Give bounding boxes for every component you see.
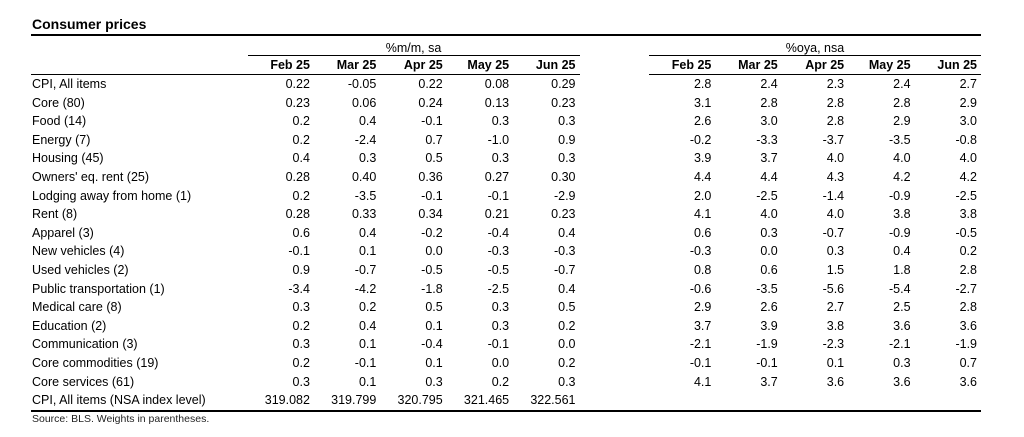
row-label: Food (14): [32, 114, 87, 129]
oya-value-cell: 3.8: [959, 207, 977, 222]
table-row: [31, 242, 981, 261]
mm-value-cell: 0.2: [292, 355, 310, 370]
mm-value-cell: 0.13: [484, 95, 510, 110]
mm-value-cell: 0.3: [491, 114, 510, 129]
oya-value-cell: [915, 391, 981, 411]
mm-value-cell: 0.4: [358, 225, 377, 240]
row-label: Medical care (8): [32, 300, 122, 315]
row-label: Public transportation (1): [32, 281, 165, 296]
mm-value-cell: 321.465: [447, 391, 513, 411]
oya-value-cell: 0.8: [693, 262, 712, 277]
mm-value-cell: 0.9: [292, 262, 310, 277]
oya-value-cell: -0.1: [689, 355, 712, 370]
oya-value-cell: -0.6: [689, 281, 712, 296]
oya-value-cell: 3.7: [693, 318, 712, 333]
source-note: Source: BLS. Weights in parentheses.: [32, 412, 210, 425]
mm-value-cell: 0.3: [425, 374, 443, 389]
row-label: Lodging away from home (1): [32, 188, 192, 203]
column-gap: [580, 94, 649, 113]
oya-value-cell: [848, 391, 914, 411]
mm-value-cell: 0.40: [351, 169, 377, 184]
row-label: New vehicles (4): [32, 244, 125, 259]
table-row: [31, 112, 981, 131]
column-gap: [580, 261, 649, 280]
mm-value-cell: 0.0: [491, 355, 510, 370]
column-gap: [580, 335, 649, 354]
mm-value-cell: 0.3: [491, 318, 510, 333]
oya-value-cell: 0.0: [760, 244, 778, 259]
table-row: [31, 94, 981, 113]
mm-value-cell: -0.1: [421, 114, 443, 129]
oya-value-cell: -3.5: [756, 281, 778, 296]
oya-value-cell: 2.8: [693, 77, 712, 91]
mm-value-cell: -0.2: [421, 225, 443, 240]
month-header-oya: Mar 25: [715, 56, 781, 75]
oya-value-cell: 2.4: [760, 77, 778, 91]
oya-value-cell: 4.0: [959, 151, 977, 166]
column-gap: [580, 168, 649, 187]
table-row: [31, 187, 981, 206]
row-label: Rent (8): [32, 207, 78, 222]
mm-value-cell: 0.1: [358, 374, 377, 389]
column-gap: [580, 149, 649, 168]
mm-value-cell: 0.4: [358, 114, 377, 129]
month-header-row: [31, 56, 981, 75]
oya-value-cell: 0.3: [893, 355, 911, 370]
table-row: [31, 149, 981, 168]
table-row: [31, 335, 981, 354]
mm-value-cell: -0.5: [421, 262, 443, 277]
consumer-prices-table-figure: [31, 14, 981, 426]
mm-value-cell: 0.5: [425, 151, 443, 166]
mm-value-cell: -0.7: [553, 262, 576, 277]
oya-value-cell: 4.0: [826, 207, 845, 222]
table-body: [31, 75, 981, 411]
mm-value-cell: 0.1: [358, 337, 377, 352]
mm-value-cell: 0.5: [425, 300, 443, 315]
oya-value-cell: -0.9: [888, 225, 911, 240]
mm-value-cell: -0.1: [421, 188, 443, 203]
mm-value-cell: 0.3: [558, 151, 576, 166]
oya-value-cell: 3.6: [959, 374, 977, 389]
mm-value-cell: 0.22: [285, 77, 310, 91]
mm-value-cell: 0.08: [484, 77, 510, 91]
table-row: [31, 298, 981, 317]
oya-value-cell: 3.6: [959, 318, 977, 333]
column-gap: [580, 242, 649, 261]
oya-value-cell: 2.8: [959, 262, 977, 277]
oya-value-cell: 2.9: [693, 300, 712, 315]
month-header-blank: [31, 56, 248, 75]
oya-value-cell: 4.2: [959, 169, 977, 184]
oya-value-cell: 3.0: [959, 114, 977, 129]
month-header-oya: Jun 25: [915, 56, 981, 75]
mm-value-cell: 0.3: [491, 151, 510, 166]
oya-value-cell: [715, 391, 781, 411]
mm-value-cell: -0.4: [421, 337, 443, 352]
oya-value-cell: 4.0: [893, 151, 911, 166]
column-gap: [580, 354, 649, 373]
mm-value-cell: 0.5: [558, 300, 576, 315]
table-row: [31, 205, 981, 224]
table-row: [31, 280, 981, 299]
mm-value-cell: 0.0: [425, 244, 443, 259]
row-label: Core (80): [32, 95, 85, 110]
column-gap: [580, 317, 649, 336]
mm-value-cell: 0.2: [292, 318, 310, 333]
mm-value-cell: 0.36: [418, 169, 443, 184]
mm-value-cell: 0.28: [285, 169, 310, 184]
mm-value-cell: -0.4: [487, 225, 510, 240]
oya-value-cell: 2.8: [826, 114, 845, 129]
row-label: Core commodities (19): [32, 355, 159, 370]
table-row: [31, 168, 981, 187]
oya-value-cell: 4.1: [693, 374, 712, 389]
column-gap: [580, 131, 649, 150]
mm-value-cell: -0.5: [487, 262, 510, 277]
month-header-oya: May 25: [848, 56, 914, 75]
mm-value-cell: -1.8: [421, 281, 443, 296]
table-row: [31, 391, 981, 411]
oya-value-cell: 2.8: [826, 95, 845, 110]
mm-value-cell: 0.1: [425, 355, 443, 370]
mm-value-cell: 0.4: [558, 225, 576, 240]
oya-value-cell: 2.6: [760, 300, 778, 315]
mm-value-cell: 0.4: [292, 151, 310, 166]
oya-value-cell: -0.7: [822, 225, 845, 240]
mm-value-cell: 0.7: [425, 132, 443, 147]
oya-value-cell: 2.8: [760, 95, 778, 110]
row-label: Communication (3): [32, 337, 138, 352]
mm-value-cell: -3.5: [354, 188, 377, 203]
table-row: [31, 373, 981, 392]
group-header-gap: [580, 36, 649, 56]
oya-value-cell: -2.3: [822, 337, 845, 352]
oya-value-cell: -1.9: [756, 337, 778, 352]
consumer-prices-table: [31, 36, 981, 412]
month-header-mm: Apr 25: [380, 56, 446, 75]
column-gap: [580, 187, 649, 206]
oya-value-cell: 4.0: [826, 151, 845, 166]
mm-value-cell: 0.33: [351, 207, 377, 222]
oya-value-cell: -0.8: [955, 132, 977, 147]
column-gap: [580, 391, 649, 411]
oya-value-cell: 0.3: [826, 244, 845, 259]
oya-value-cell: -1.9: [955, 337, 977, 352]
row-label: Education (2): [32, 318, 107, 333]
row-label: CPI, All items: [32, 77, 107, 91]
month-header-mm: Mar 25: [314, 56, 380, 75]
row-label: CPI, All items (NSA index level): [31, 391, 248, 411]
mm-value-cell: -0.1: [487, 337, 510, 352]
mm-value-cell: 0.06: [351, 95, 377, 110]
oya-value-cell: 0.4: [893, 244, 911, 259]
mm-value-cell: 0.24: [418, 95, 443, 110]
oya-value-cell: 0.6: [693, 225, 712, 240]
mm-value-cell: 0.2: [558, 355, 576, 370]
mm-value-cell: -0.1: [288, 244, 310, 259]
oya-value-cell: -5.6: [822, 281, 845, 296]
mm-value-cell: 0.29: [551, 77, 576, 91]
oya-value-cell: 2.9: [959, 95, 977, 110]
oya-value-cell: 3.7: [760, 151, 778, 166]
mm-value-cell: -2.4: [354, 132, 377, 147]
oya-value-cell: 3.8: [893, 207, 911, 222]
mm-value-cell: 0.27: [484, 169, 510, 184]
row-label: Energy (7): [32, 132, 91, 147]
column-gap: [580, 224, 649, 243]
mm-value-cell: 0.2: [558, 318, 576, 333]
mm-value-cell: 0.2: [292, 132, 310, 147]
mm-value-cell: 0.0: [558, 337, 576, 352]
oya-value-cell: 0.6: [760, 262, 778, 277]
oya-value-cell: 2.3: [826, 77, 845, 91]
column-gap: [580, 112, 649, 131]
oya-value-cell: 4.3: [826, 169, 845, 184]
oya-value-cell: 3.6: [893, 318, 911, 333]
oya-value-cell: 3.9: [760, 318, 778, 333]
oya-value-cell: -2.1: [888, 337, 911, 352]
group-header-row: [31, 36, 981, 56]
oya-value-cell: 4.0: [760, 207, 778, 222]
month-header-mm: May 25: [447, 56, 513, 75]
mm-value-cell: -0.05: [347, 77, 377, 91]
mm-value-cell: 0.23: [551, 207, 576, 222]
mm-value-cell: -0.3: [553, 244, 576, 259]
oya-value-cell: 2.8: [893, 95, 911, 110]
mm-value-cell: 0.2: [358, 300, 377, 315]
column-gap: [580, 205, 649, 224]
oya-value-cell: -0.5: [955, 225, 977, 240]
mm-value-cell: 0.4: [558, 281, 576, 296]
month-header-mm: Feb 25: [248, 56, 314, 75]
oya-value-cell: 3.1: [693, 95, 712, 110]
oya-value-cell: -5.4: [888, 281, 911, 296]
oya-value-cell: 2.5: [893, 300, 911, 315]
oya-value-cell: -2.7: [955, 281, 977, 296]
oya-value-cell: 2.4: [893, 77, 911, 91]
column-gap: [580, 280, 649, 299]
table-row: [31, 261, 981, 280]
mm-value-cell: 0.1: [358, 244, 377, 259]
table-row: [31, 317, 981, 336]
group-header-mm: %m/m, sa: [248, 36, 580, 56]
oya-value-cell: 0.7: [959, 355, 977, 370]
table-title: Consumer prices: [31, 14, 981, 36]
oya-value-cell: -0.9: [888, 188, 911, 203]
mm-value-cell: -2.9: [553, 188, 576, 203]
mm-value-cell: -3.4: [288, 281, 310, 296]
oya-value-cell: 4.4: [760, 169, 778, 184]
table-row: [31, 131, 981, 150]
mm-value-cell: 0.6: [292, 225, 310, 240]
oya-value-cell: -3.3: [756, 132, 778, 147]
table-row: [31, 224, 981, 243]
mm-value-cell: 0.3: [358, 151, 377, 166]
table-row: [31, 75, 981, 94]
mm-value-cell: 322.561: [513, 391, 579, 411]
mm-value-cell: 0.3: [558, 114, 576, 129]
oya-value-cell: 1.8: [893, 262, 911, 277]
mm-value-cell: 0.4: [358, 318, 377, 333]
oya-value-cell: 4.2: [893, 169, 911, 184]
oya-value-cell: 0.2: [959, 244, 977, 259]
mm-value-cell: 0.2: [292, 114, 310, 129]
oya-value-cell: -0.1: [756, 355, 778, 370]
mm-value-cell: 0.23: [285, 95, 310, 110]
row-label: Apparel (3): [32, 225, 94, 240]
mm-value-cell: -0.7: [354, 262, 377, 277]
mm-value-cell: -1.0: [487, 132, 510, 147]
oya-value-cell: -0.3: [689, 244, 712, 259]
oya-value-cell: -3.5: [888, 132, 911, 147]
row-label: Used vehicles (2): [32, 262, 129, 277]
oya-value-cell: 2.7: [826, 300, 845, 315]
month-header-oya: Feb 25: [649, 56, 715, 75]
mm-value-cell: 319.082: [248, 391, 314, 411]
mm-value-cell: 0.3: [292, 337, 310, 352]
mm-value-cell: -0.1: [354, 355, 377, 370]
mm-value-cell: 0.3: [491, 300, 510, 315]
row-label: Core services (61): [32, 374, 135, 389]
oya-value-cell: 2.9: [893, 114, 911, 129]
mm-value-cell: 0.22: [418, 77, 443, 91]
oya-value-cell: [649, 391, 715, 411]
mm-value-cell: -0.1: [487, 188, 510, 203]
row-label: Owners' eq. rent (25): [32, 169, 150, 184]
oya-value-cell: 2.8: [959, 300, 977, 315]
column-gap: [580, 75, 649, 94]
row-label: Housing (45): [32, 151, 104, 166]
oya-value-cell: 0.1: [826, 355, 845, 370]
oya-value-cell: -1.4: [822, 188, 845, 203]
oya-value-cell: -2.5: [756, 188, 778, 203]
mm-value-cell: 0.9: [558, 132, 576, 147]
oya-value-cell: 1.5: [826, 262, 845, 277]
column-gap: [580, 373, 649, 392]
mm-value-cell: 320.795: [380, 391, 446, 411]
oya-value-cell: 3.9: [693, 151, 712, 166]
oya-value-cell: 3.7: [760, 374, 778, 389]
month-header-oya: Apr 25: [782, 56, 848, 75]
group-header-blank: [31, 36, 248, 56]
mm-value-cell: 319.799: [314, 391, 380, 411]
mm-value-cell: 0.28: [285, 207, 310, 222]
mm-value-cell: -0.3: [487, 244, 510, 259]
mm-value-cell: 0.21: [484, 207, 510, 222]
oya-value-cell: 4.4: [693, 169, 712, 184]
column-gap: [580, 298, 649, 317]
group-header-oya: %oya, nsa: [649, 36, 981, 56]
mm-value-cell: 0.3: [292, 374, 310, 389]
mm-value-cell: -4.2: [354, 281, 377, 296]
oya-value-cell: -2.1: [689, 337, 712, 352]
oya-value-cell: 0.3: [760, 225, 778, 240]
mm-value-cell: 0.3: [558, 374, 576, 389]
oya-value-cell: -0.2: [689, 132, 712, 147]
mm-value-cell: 0.1: [425, 318, 443, 333]
oya-value-cell: 2.7: [959, 77, 977, 91]
mm-value-cell: 0.23: [551, 95, 576, 110]
oya-value-cell: 4.1: [693, 207, 712, 222]
oya-value-cell: -3.7: [822, 132, 845, 147]
oya-value-cell: [782, 391, 848, 411]
month-header-mm: Jun 25: [513, 56, 579, 75]
oya-value-cell: 3.8: [826, 318, 845, 333]
oya-value-cell: 3.0: [760, 114, 778, 129]
mm-value-cell: 0.2: [491, 374, 510, 389]
oya-value-cell: 3.6: [826, 374, 845, 389]
mm-value-cell: 0.2: [292, 188, 310, 203]
oya-value-cell: 2.6: [693, 114, 712, 129]
mm-value-cell: 0.3: [292, 300, 310, 315]
oya-value-cell: 2.0: [693, 188, 712, 203]
mm-value-cell: 0.30: [551, 169, 576, 184]
oya-value-cell: -2.5: [955, 188, 977, 203]
oya-value-cell: 3.6: [893, 374, 911, 389]
month-header-gap: [580, 56, 649, 75]
mm-value-cell: -2.5: [487, 281, 510, 296]
mm-value-cell: 0.34: [418, 207, 443, 222]
table-row: [31, 354, 981, 373]
